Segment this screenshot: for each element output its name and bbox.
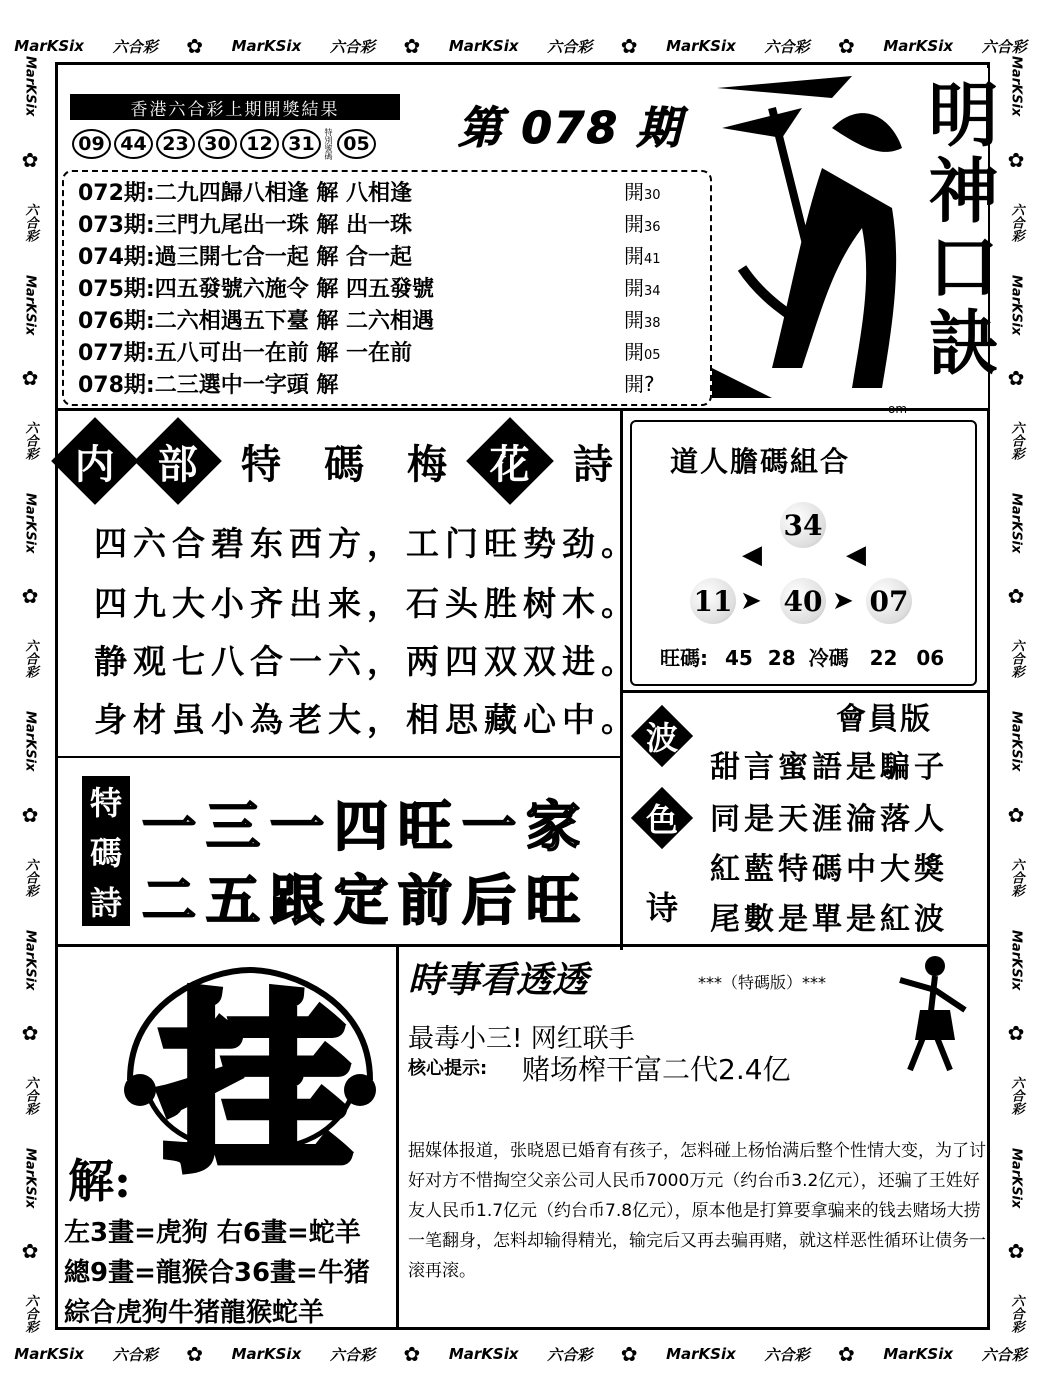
news-tag: ***（特碼版）***: [698, 973, 827, 992]
brand-en: MarKSix: [883, 37, 954, 55]
title-char: [51, 417, 139, 505]
open-label: 開: [624, 180, 644, 204]
label-char: [631, 705, 693, 767]
label-char: 碼: [89, 834, 122, 872]
brand-cn: 六合彩: [22, 857, 38, 897]
brand-en: MarKSix: [22, 493, 38, 554]
brand-cn: 六合彩: [1008, 1076, 1024, 1116]
divider: [622, 690, 990, 693]
flower-icon: ✿: [21, 366, 39, 391]
deity-illustration: [712, 68, 1000, 408]
bottom-border-strip: [0, 1334, 1041, 1374]
left-border-strip: [10, 40, 50, 1350]
combo-footer: [660, 642, 944, 671]
brand-en: MarKSix: [1008, 493, 1024, 554]
combo-ball-right: 07: [866, 578, 912, 624]
brand-en: MarKSix: [22, 1148, 38, 1209]
last-draw-title: 香港六合彩上期開獎結果: [70, 94, 400, 120]
combo-ball-mid: 40: [780, 578, 826, 624]
flower-icon: ✿: [838, 1342, 855, 1366]
flower-icon: ✿: [403, 1342, 421, 1366]
flower-icon: ✿: [1007, 147, 1025, 172]
brand-cn: 六合彩: [547, 1345, 593, 1364]
draw-ball: 09: [72, 129, 111, 159]
brand-en: MarKSix: [1008, 929, 1024, 991]
draw-ball: 30: [198, 129, 237, 159]
flower-icon: ✿: [21, 802, 39, 827]
brand-en: MarKSix: [231, 1345, 302, 1363]
record-open: [624, 336, 661, 365]
title-char: 詩: [573, 440, 613, 488]
label-char: [631, 787, 693, 849]
riddle-line: 總9畫=龍猴合36畫=牛猪: [64, 1258, 370, 1288]
brand-en: MarKSix: [22, 274, 38, 336]
brand-en: MarKSix: [883, 1345, 954, 1363]
draw-ball: 23: [156, 129, 195, 159]
title-char-text: 内: [75, 440, 115, 488]
brand-en: MarKSix: [1008, 56, 1024, 117]
cold-label: 冷碼: [808, 646, 849, 670]
flower-icon: ✿: [186, 1342, 203, 1366]
title-char: 梅: [407, 440, 447, 488]
record-text: 075期:四五發號六施令 解 四五發號: [78, 277, 435, 302]
issue-number: 第 078 期: [458, 103, 683, 154]
special-label: 特別號碼: [324, 128, 333, 160]
label-char: 诗: [645, 889, 678, 927]
brand-en: MarKSix: [666, 1345, 736, 1363]
flower-icon: ✿: [838, 34, 855, 58]
record-open: [624, 304, 661, 333]
brand-cn: 六合彩: [1008, 202, 1024, 242]
plum-poem-line: 身材虽小為老大，相思藏心中。: [94, 700, 640, 739]
cold-number: 22: [869, 646, 898, 670]
news-hint-label: 核心提示:: [408, 1058, 488, 1079]
label-char: 詩: [89, 884, 122, 922]
dancer-icon: [880, 950, 980, 1080]
brand-en: MarKSix: [22, 56, 38, 117]
flower-icon: ✿: [21, 147, 39, 172]
brand-cn: 六合彩: [112, 37, 158, 56]
flower-icon: ✿: [1007, 1239, 1025, 1264]
news-hint: 赌场榨干富二代2.4亿: [522, 1053, 791, 1086]
brand-en: MarKSix: [22, 711, 38, 772]
riddle-answer-label: 解:: [68, 1154, 131, 1208]
wave-poem-line: 尾數是單是紅波: [710, 902, 948, 937]
record-open: [624, 368, 655, 397]
brand-cn: 六合彩: [1008, 857, 1024, 897]
hot-number: 45: [724, 646, 753, 670]
flower-icon: ✿: [403, 34, 421, 58]
plum-poem-line: 四六合碧东西方，工门旺势劲。: [94, 524, 640, 563]
open-number: ?: [644, 372, 655, 396]
arrow-icon: ◀: [846, 540, 866, 570]
flower-icon: ✿: [186, 34, 203, 58]
flower-icon: ✿: [620, 34, 638, 58]
brand-cn: 六合彩: [329, 37, 375, 56]
draw-ball: 44: [114, 129, 153, 159]
record-text: 076期:二六相遇五下臺 解 二六相遇: [78, 309, 435, 334]
label-char-text: 波: [645, 718, 679, 757]
brand-en: MarKSix: [448, 37, 519, 55]
open-label: 開: [624, 212, 644, 236]
brand-cn: 六合彩: [22, 1076, 38, 1116]
brand-en: MarKSix: [14, 37, 84, 55]
plum-poem-title: [64, 430, 624, 492]
brand-cn: 六合彩: [1008, 639, 1024, 679]
flower-icon: ✿: [21, 1239, 39, 1264]
special-poem-line: 一三一四旺一家: [142, 794, 590, 858]
record-text: 078期:二三選中一字頭 解: [78, 373, 339, 398]
open-label: 開: [624, 244, 644, 268]
open-number: 41: [644, 252, 661, 267]
title-char: [466, 417, 554, 505]
record-text: 073期:三門九尾出一珠 解 出一珠: [78, 213, 413, 238]
combo-title: 道人膽碼組合: [670, 445, 851, 478]
brand-cn: 六合彩: [981, 37, 1027, 56]
arrow-icon: ➤: [740, 586, 762, 616]
divider: [58, 408, 990, 411]
special-poem-label: [82, 776, 130, 926]
title-char: 特: [241, 440, 281, 488]
record-list: [62, 170, 712, 406]
member-edition: 會員版: [836, 702, 932, 737]
open-label: 開: [624, 276, 644, 300]
record-text: 074期:過三開七合一起 解 合一起: [78, 245, 413, 270]
brand-en: MarKSix: [448, 1345, 519, 1363]
open-label: 開: [624, 372, 644, 396]
title-char-text: 花: [490, 440, 530, 488]
arrow-icon: ➤: [832, 586, 854, 616]
open-number: 05: [644, 348, 661, 363]
brand-cn: 六合彩: [1008, 421, 1024, 461]
brand-cn: 六合彩: [1008, 1294, 1024, 1334]
open-label: 開: [624, 340, 644, 364]
divider: [396, 946, 399, 1330]
brand-en: MarKSix: [1008, 711, 1024, 772]
combo-ball-left: 11: [690, 578, 736, 624]
draw-balls: [72, 124, 376, 164]
brand-cn: 六合彩: [112, 1345, 158, 1364]
flower-icon: ✿: [1007, 366, 1025, 391]
brand-cn: 六合彩: [981, 1345, 1027, 1364]
brand-cn: 六合彩: [22, 202, 38, 242]
riddle-line: 綜合虎狗牛猪龍猴蛇羊: [64, 1298, 325, 1328]
open-number: 34: [644, 284, 661, 299]
wave-poem-line: 甜言蜜語是騙子: [710, 750, 948, 785]
wave-poem-line: 紅藍特碼中大獎: [710, 852, 948, 887]
title-char: 碼: [324, 440, 364, 488]
brand-en: MarKSix: [22, 929, 38, 991]
flower-icon: ✿: [21, 1021, 39, 1046]
special-poem-line: 二五跟定前后旺: [142, 868, 590, 932]
open-label: 開: [624, 308, 644, 332]
open-number: 30: [644, 188, 661, 203]
plum-poem-line: 静观七八合一六，两四双双进。: [94, 642, 640, 681]
flower-icon: ✿: [1007, 584, 1025, 609]
title-char: [134, 417, 222, 505]
brand-cn: 六合彩: [22, 1294, 38, 1334]
news-subtitle: 最毒小三! 网红联手: [408, 1024, 635, 1054]
news-body: 据媒体报道，张晓恩已婚育有孩子，怎料碰上杨怡满后整个性情大变，为了讨好对方不惜掏空父亲公司人民币7000万元（约台币3.2亿元），还骗了王姓好友人民币1.7亿元（约台币7.8亿元），原本他是打算要拿骗来的钱去赌场大捞一笔翻身，怎料却输得精光，输完后又再去骗再赌，就这样恶性循环让债务一滚再滚。: [408, 1141, 986, 1281]
record-text: 072期:二九四歸八相逢 解 八相逢: [78, 181, 413, 206]
special-ball: 05: [337, 129, 376, 159]
brand-cn: 六合彩: [22, 639, 38, 679]
draw-ball: 31: [282, 129, 321, 159]
brand-en: MarKSix: [1008, 274, 1024, 336]
brand-en: MarKSix: [666, 37, 736, 55]
open-number: 38: [644, 316, 661, 331]
brand-en: MarKSix: [231, 37, 302, 55]
news-title: 時事看透透: [408, 960, 589, 1001]
riddle-line: 左3畫=虎狗 右6畫=蛇羊: [64, 1218, 361, 1248]
hot-label: 旺碼:: [660, 646, 708, 670]
flower-icon: ✿: [21, 584, 39, 609]
brand-cn: 六合彩: [764, 1345, 810, 1364]
draw-ball: 12: [240, 129, 279, 159]
open-number: 36: [644, 220, 661, 235]
title-char-text: 部: [158, 440, 198, 488]
brand-en: MarKSix: [14, 1345, 84, 1363]
flower-icon: ✿: [1007, 802, 1025, 827]
wave-poem-line: 同是天涯淪落人: [710, 802, 948, 837]
label-char: 特: [89, 784, 122, 822]
hot-number: 28: [767, 646, 796, 670]
brand-cn: 六合彩: [22, 421, 38, 461]
record-text: 077期:五八可出一在前 解 一在前: [78, 341, 413, 366]
flower-icon: ✿: [620, 1342, 638, 1366]
brand-cn: 六合彩: [547, 37, 593, 56]
record-open: [624, 240, 661, 269]
wave-poem-label: [632, 714, 692, 934]
divider: [58, 944, 990, 947]
cold-number: 06: [916, 646, 945, 670]
record-open: [624, 272, 661, 301]
record-open: [624, 208, 661, 237]
divider: [58, 756, 622, 758]
brand-en: MarKSix: [1008, 1148, 1024, 1209]
combo-ball-top: 34: [780, 502, 826, 548]
top-border-strip: [0, 26, 1041, 66]
deity-title: 明神口訣: [917, 78, 1000, 382]
brand-cn: 六合彩: [329, 1345, 375, 1364]
arrow-icon: ◀: [742, 540, 762, 570]
riddle-char: 挂: [160, 973, 351, 1196]
plum-poem-line: 四九大小齐出来，石头胜树木。: [94, 584, 640, 623]
label-char-text: 色: [645, 800, 679, 839]
flower-icon: ✿: [1007, 1021, 1025, 1046]
record-open: [624, 176, 661, 205]
brand-cn: 六合彩: [764, 37, 810, 56]
